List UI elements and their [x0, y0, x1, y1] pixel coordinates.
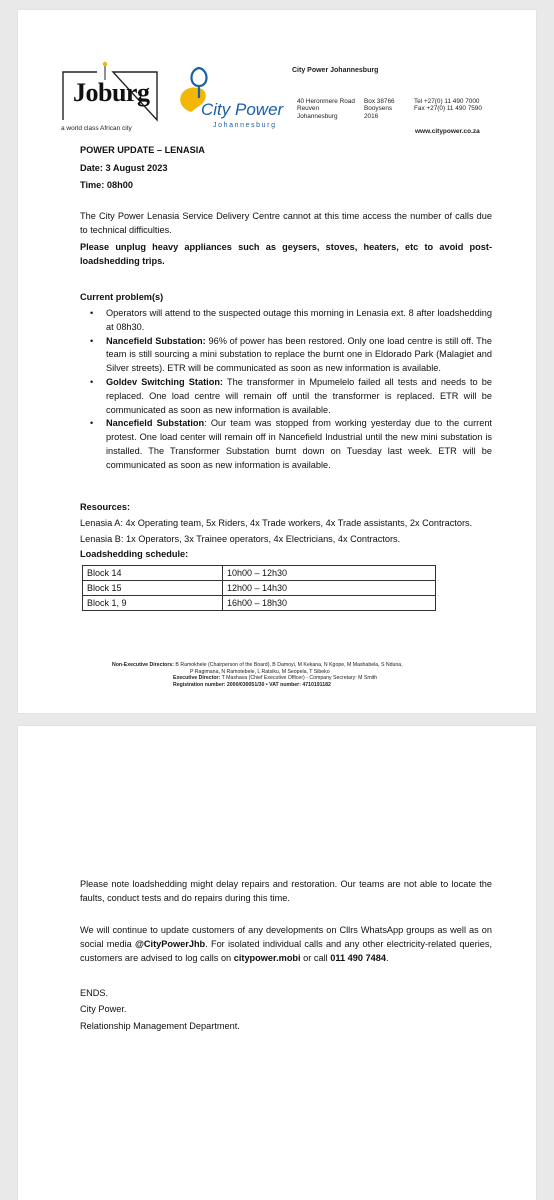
footer-label: Non-Executive Directors:: [112, 662, 174, 668]
memo-time: Time: 08h00: [80, 180, 133, 190]
table-row: [83, 581, 436, 596]
footer-label: VAT number:: [269, 681, 301, 688]
footer-text: 2000/030051/30: [225, 681, 265, 688]
city-power-wordmark: City Power: [201, 100, 284, 119]
memo-date: Date: 3 August 2023: [80, 163, 168, 173]
problem-text: The transformer in Mpumelelo failed all tests and needs to be replaced. One load centre will remain off until the transformer is replaced. ETR will be communicated as soon as new information is available.: [106, 376, 493, 415]
phone-link[interactable]: 011 490 7484: [330, 952, 386, 963]
list-item: [80, 335, 492, 376]
intro-paragraph: The City Power Lenasia Service Delivery Centre cannot at this time access the number of calls due to technical difficulties.: [80, 211, 492, 235]
bullet-icon: •: [90, 335, 94, 346]
joburg-logo: [61, 58, 171, 142]
problem-text: : Our team was stopped from working yesterday due to the current protest. One load center will remain off in Nancefield Industrial until the new mini substation is installed. The Transformer Substation burnt down on Tuesday last week. ETR will be communicated as soon as new information is available.: [106, 418, 492, 470]
city-power-subtitle: Johannesburg: [213, 122, 277, 129]
social-handle[interactable]: @CityPowerJhb: [134, 938, 206, 949]
document-page-2: [18, 726, 536, 1200]
schedule-heading: Loadshedding schedule:: [80, 549, 189, 559]
problems-list: [80, 307, 492, 473]
signoff-dept: Relationship Management Department.: [80, 1021, 240, 1031]
list-item: [80, 307, 492, 335]
company-name: City Power Johannesburg: [292, 67, 379, 74]
address-line: 40 Heronmere Road: [297, 98, 355, 105]
resource-line: Lenasia B: 1x Operators, 3x Trainee operators, 4x Electricians, 4x Contractors.: [80, 534, 401, 544]
footer-line: [112, 682, 512, 689]
problem-lead: Nancefield Substation: [106, 418, 205, 429]
block-cell: Block 1, 9: [83, 596, 223, 611]
city-power-logo: [169, 62, 289, 136]
paragraph-text: We will continue to update customers of any developments on Cllrs WhatsApp groups as well as on social media: [80, 925, 492, 949]
phone-number: Tel +27(0) 11 490 7000: [414, 98, 480, 105]
bullet-icon: •: [90, 376, 94, 387]
address-line: Johannesburg: [297, 112, 338, 120]
block-cell: Block 15: [83, 581, 223, 596]
block-cell: Block 14: [83, 566, 223, 581]
joburg-tagline: a world class African city: [61, 125, 132, 132]
delay-paragraph: Please note loadshedding might delay repairs and restoration. Our teams are not able to locate the faults, conduct tests and do repairs during this time.: [80, 879, 492, 903]
contact-numbers: [414, 98, 482, 113]
address-line: Booysens: [364, 105, 393, 113]
footer-label: Registration number:: [173, 681, 226, 688]
joburg-wordmark: Joburg: [73, 78, 150, 107]
problem-text: Operators will attend to the suspected outage this morning in Lenasia ext. 8 after loadshedding at 08h30.: [106, 308, 492, 332]
problem-lead: Nancefield Substation:: [106, 335, 206, 346]
problems-heading: Current problem(s): [80, 292, 164, 302]
fax-number: Fax +27(0) 11 490 7590: [414, 105, 482, 113]
footer-line: P Ragimana, N Ramotebele, L Ratsiku, M Seopela, T Sibeko: [190, 668, 330, 675]
list-item: [80, 376, 492, 417]
address-line: Box 38766: [364, 98, 395, 105]
site-link[interactable]: citypower.mobi: [233, 952, 301, 963]
time-cell: 10h00 – 12h30: [223, 566, 436, 581]
ends-marker: ENDS.: [80, 988, 109, 998]
website-link[interactable]: www.citypower.co.za: [415, 128, 480, 135]
document-page-1: [18, 10, 536, 713]
footer-directors: [112, 662, 512, 688]
paragraph-text: or call: [300, 952, 331, 963]
footer-label: Executive Director:: [173, 675, 221, 681]
signoff-org: City Power.: [80, 1004, 127, 1014]
paragraph-text: .: [385, 952, 389, 963]
bullet-icon: •: [90, 418, 94, 429]
footer-text: 4710191182: [300, 681, 331, 688]
table-row: [83, 596, 436, 611]
footer-text: T Mashava (Chief Executive Officer) - Company Secretary: M Smith: [220, 675, 378, 681]
resource-line: Lenasia A: 4x Operating team, 5x Riders, 4x Trade workers, 4x Trade assistants, 2x Contractors.: [80, 518, 473, 528]
advisory-paragraph: Please unplug heavy appliances such as geysers, stoves, heaters, etc to avoid post-loadshedding trips.: [80, 242, 492, 266]
footer-text: B Ramokhele (Chairperson of the Board), B Damoyi, M Kekana, N Kgope, M Mashabela, S Nduna,: [173, 662, 403, 668]
address-line: Reuven: [297, 105, 320, 113]
address-street: [297, 98, 355, 120]
footer-sep: •: [264, 681, 270, 688]
address-line: 2016: [364, 112, 379, 120]
loadshedding-schedule-table: [82, 565, 436, 611]
time-cell: 16h00 – 18h30: [223, 596, 436, 611]
address-postal: [364, 98, 395, 120]
table-row: [83, 566, 436, 581]
memo-title: POWER UPDATE – LENASIA: [80, 145, 205, 155]
updates-paragraph: [80, 924, 492, 965]
list-item: [80, 417, 492, 472]
problem-text: 96% of power has been restored. Only one load centre is still off. The team is still sourcing a mini substation to replace the burnt one in Eldorado Park (Malagiet and Silver streets). ETR will be communicated as soon as new information is available.: [106, 335, 492, 374]
resources-heading: Resources:: [80, 502, 131, 512]
bullet-icon: •: [90, 308, 94, 318]
problem-lead: Goldev Switching Station:: [106, 376, 223, 387]
time-cell: 12h00 – 14h30: [223, 581, 436, 596]
paragraph-text: . For isolated individual calls and any other electricity-related queries, customers are advised to log calls on: [80, 938, 493, 963]
